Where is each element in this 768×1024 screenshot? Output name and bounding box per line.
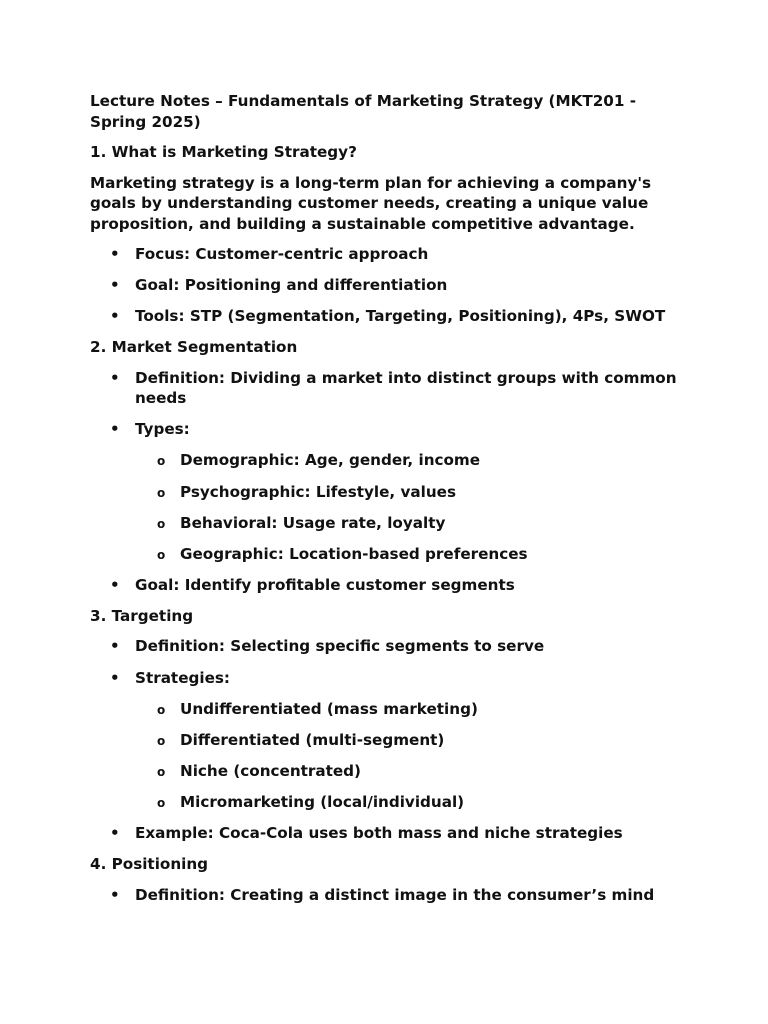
list-item-text: Example: Coca-Cola uses both mass and niche strategies — [135, 824, 623, 842]
sub-list-item-text: Psychographic: Lifestyle, values — [180, 482, 456, 501]
list-item — [90, 419, 690, 564]
list-item-text: Goal: Identify profitable customer segments — [135, 575, 515, 594]
bullet-icon: • — [110, 824, 120, 842]
sub-list-item — [135, 450, 690, 471]
bullet-icon: • — [110, 245, 120, 263]
sub-list-item — [135, 513, 690, 534]
sub-bullet-list — [135, 450, 690, 564]
list-item-text: Definition: Selecting specific segments to serve — [135, 637, 545, 656]
circle-bullet-icon: o — [157, 547, 166, 562]
bullet-icon: • — [110, 668, 120, 687]
list-item — [90, 368, 690, 409]
circle-bullet-icon: o — [157, 485, 166, 500]
bullet-icon: • — [110, 276, 120, 295]
sub-list-item-text: Demographic: Age, gender, income — [180, 451, 481, 470]
section-heading: 3. Targeting — [90, 606, 194, 625]
list-item — [90, 306, 690, 327]
bullet-icon: • — [110, 637, 120, 656]
list-item — [90, 244, 690, 265]
circle-bullet-icon: o — [157, 795, 166, 810]
list-item-text: Focus: Customer-centric approach — [135, 245, 429, 263]
bullet-list — [90, 368, 690, 596]
list-item — [90, 823, 690, 844]
bullet-list — [90, 636, 690, 843]
list-item — [90, 275, 690, 296]
list-item-text: Definition: Creating a distinct image in the consumer’s mind — [135, 885, 655, 904]
sub-bullet-list — [135, 699, 690, 813]
sub-list-item — [135, 482, 690, 503]
bullet-icon: • — [110, 575, 120, 594]
section-paragraph: Marketing strategy is a long-term plan for achieving a company's goals by understanding customer needs, creating a unique value proposition, and building a sustainable competitive advantage. — [90, 173, 652, 233]
list-item-text: Goal: Positioning and differentiation — [135, 276, 448, 295]
sub-list-item-text: Differentiated (multi-segment) — [180, 730, 445, 749]
sub-list-item-text: Geographic: Location-based preferences — [180, 544, 528, 563]
bullet-icon: • — [110, 368, 120, 387]
sub-list-item — [135, 699, 690, 720]
list-item — [90, 885, 690, 906]
circle-bullet-icon: o — [157, 733, 166, 748]
bullet-icon: • — [110, 420, 120, 439]
bullet-list — [90, 885, 690, 906]
list-item-text: Definition: Dividing a market into distinct groups with common needs — [135, 368, 677, 408]
bullet-list — [90, 244, 690, 327]
sub-list-item-text: Micromarketing (local/individual) — [180, 792, 465, 811]
sub-list-item-text: Undifferentiated (mass marketing) — [180, 699, 478, 718]
list-item-text: Types: — [135, 420, 190, 439]
bullet-icon: • — [110, 885, 120, 904]
list-item — [90, 575, 690, 596]
bullet-icon: • — [110, 307, 120, 326]
circle-bullet-icon: o — [157, 764, 166, 779]
sub-list-item — [135, 792, 690, 813]
sub-list-item — [135, 544, 690, 565]
section-heading: 2. Market Segmentation — [90, 338, 298, 357]
circle-bullet-icon: o — [157, 454, 166, 469]
sub-list-item-text: Niche (concentrated) — [180, 761, 361, 780]
list-item — [90, 636, 690, 657]
section-heading: 4. Positioning — [90, 855, 209, 874]
section-heading: 1. What is Marketing Strategy? — [90, 143, 357, 161]
sub-list-item — [135, 761, 690, 782]
sub-list-item — [135, 730, 690, 751]
circle-bullet-icon: o — [157, 702, 166, 717]
list-item-text: Tools: STP (Segmentation, Targeting, Positioning), 4Ps, SWOT — [135, 307, 666, 326]
sub-list-item-text: Behavioral: Usage rate, loyalty — [180, 513, 446, 532]
document-page — [90, 91, 690, 916]
list-item-text: Strategies: — [135, 668, 230, 687]
document-title: Lecture Notes – Fundamentals of Marketing Strategy (MKT201 - Spring 2025) — [90, 92, 637, 131]
circle-bullet-icon: o — [157, 516, 166, 531]
list-item — [90, 668, 690, 813]
